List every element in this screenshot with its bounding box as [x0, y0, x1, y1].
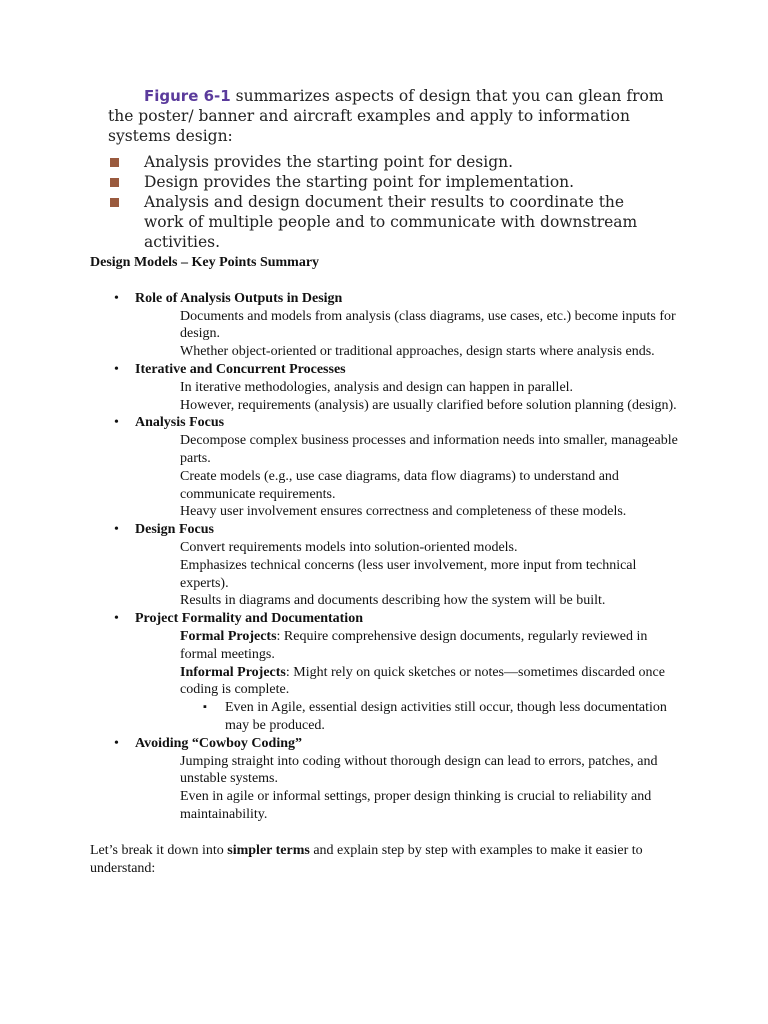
section-line: Create models (e.g., use case diagrams, data flow diagrams) to understand and communicate requirements.: [180, 468, 619, 502]
excerpt-intro-text: summarizes aspects of design that you can glean from the poster/ banner and aircraft examples and apply to information systems design:: [108, 87, 664, 145]
section-line: Jumping straight into coding without thorough design can lead to errors, patches, and unstable systems.: [180, 753, 658, 787]
section-line: Decompose complex business processes and information needs into smaller, manageable parts.: [180, 433, 678, 466]
section-project-formality: [90, 610, 680, 735]
excerpt-bullet: Analysis provides the starting point for design.: [108, 152, 668, 172]
closing-bold: simpler terms: [227, 842, 310, 858]
section-line: Even in agile or informal settings, proper design thinking is crucial to reliability and maintainability.: [180, 789, 652, 822]
closing-post: and explain step by step with examples to make it easier to understand:: [90, 842, 643, 876]
section-title: • Role of Analysis Outputs in Design: [135, 290, 343, 306]
section-title: • Avoiding “Cowboy Coding”: [135, 735, 303, 751]
formal-projects-label: Formal Projects: [180, 628, 277, 644]
section-body: [180, 308, 680, 361]
closing-paragraph: [90, 842, 680, 878]
section-line: Heavy user involvement ensures correctness and completeness of these models.: [180, 504, 627, 520]
section-title: • Design Focus: [135, 522, 214, 538]
section-title: • Analysis Focus: [135, 415, 225, 431]
book-excerpt: [108, 86, 668, 252]
section-iterative-processes: [90, 361, 680, 414]
nested-list-item: ▪ Even in Agile, essential design activities still occur, though less documentation may be produced.: [225, 699, 680, 735]
section-line: [180, 664, 680, 700]
section-analysis-focus: [90, 414, 680, 521]
informal-projects-text: : Might rely on quick sketches or notes—sometimes discarded once coding is complete.: [180, 664, 665, 698]
document-body: [90, 254, 680, 877]
formal-projects-text: : Require comprehensive design documents, regularly reviewed in formal meetings.: [180, 628, 648, 662]
section-design-focus: [90, 521, 680, 610]
page-title: Design Models – Key Points Summary: [90, 255, 320, 270]
key-points-list: [90, 290, 680, 824]
section-line: In iterative methodologies, analysis and design can happen in parallel.: [180, 379, 574, 395]
section-cowboy-coding: [90, 735, 680, 824]
section-line: However, requirements (analysis) are usually clarified before solution planning (design).: [180, 397, 677, 413]
section-body: [180, 432, 680, 521]
section-line: Results in diagrams and documents describing how the system will be built.: [180, 593, 606, 609]
excerpt-bullet: Design provides the starting point for implementation.: [108, 172, 668, 192]
nested-list: [180, 699, 680, 735]
section-line: Emphasizes technical concerns (less user involvement, more input from technical experts).: [180, 557, 637, 591]
informal-projects-label: Informal Projects: [180, 664, 286, 680]
section-line: [180, 628, 680, 664]
section-body: [180, 379, 680, 415]
section-body: [180, 539, 680, 610]
section-line: Convert requirements models into solution-oriented models.: [180, 539, 518, 555]
section-title: • Iterative and Concurrent Processes: [135, 361, 346, 377]
excerpt-intro: [108, 86, 668, 146]
section-analysis-outputs: [90, 290, 680, 361]
figure-reference: Figure 6-1: [144, 87, 231, 105]
excerpt-bullet-list: [108, 152, 668, 252]
section-body: [180, 753, 680, 824]
section-line: Documents and models from analysis (class diagrams, use cases, etc.) become inputs for design.: [180, 308, 676, 342]
section-body: [180, 628, 680, 735]
section-line: Whether object-oriented or traditional approaches, design starts where analysis ends.: [180, 344, 655, 360]
closing-pre: Let’s break it down into: [90, 842, 228, 858]
section-title: • Project Formality and Documentation: [135, 611, 363, 627]
excerpt-bullet: Analysis and design document their results to coordinate the work of multiple people and to communicate with downstream activities.: [108, 192, 668, 252]
